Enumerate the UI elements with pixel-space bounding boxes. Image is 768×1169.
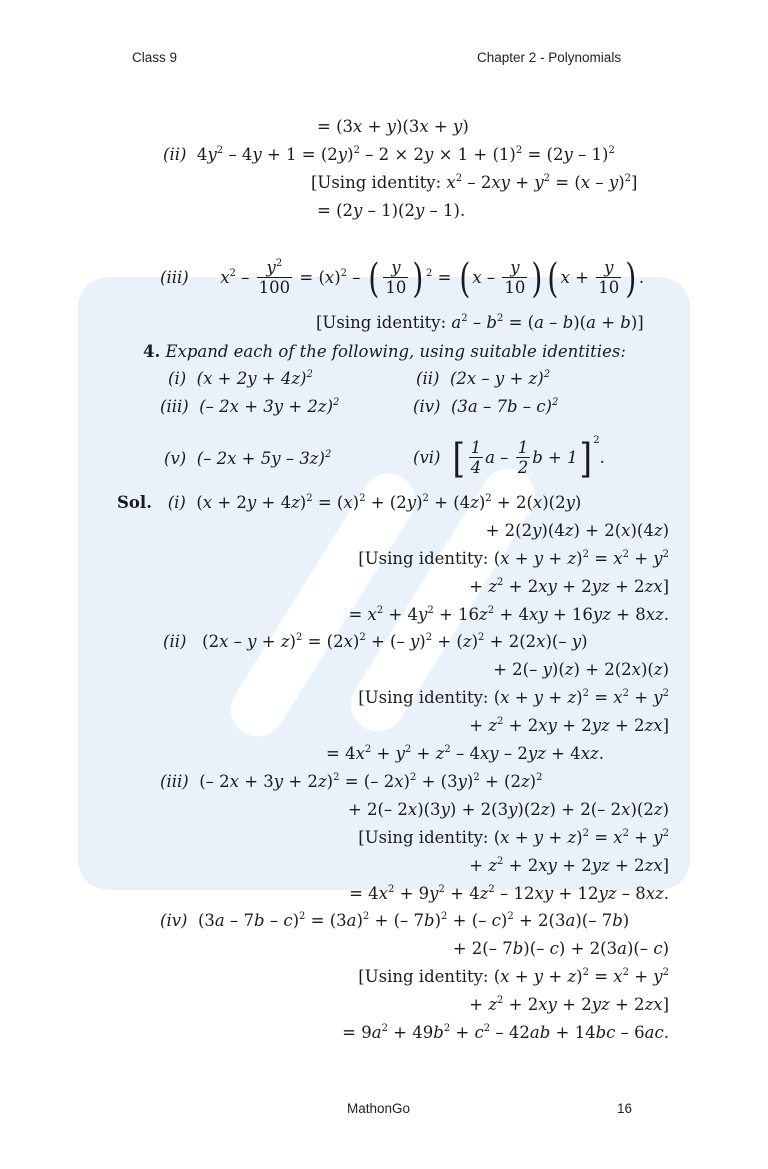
q4-part-iv: (iv) (3a – 7b – c)$^2$ xyxy=(413,397,559,416)
q4-part-i: (i) $(x + 2y + 4z)^2$ xyxy=(168,369,313,388)
page-header-right: Chapter 2 - Polynomials xyxy=(477,50,622,65)
sol-ii-identity-2: + $z^2 + 2xy + 2yz + 2zx$] xyxy=(469,716,669,735)
prev-ii-line1: (ii) $4y^2 - 4y + 1 = (2y)^2 - 2 \times 2y \times 1 + (1)^2 = (2y - 1)^2$ xyxy=(163,145,615,164)
sol-ii-result: = $4x^2 + y^2 + z^2 - 4xy - 2yz + 4xz$. xyxy=(326,744,604,763)
prev-ii-identity: [Using identity: $x^2 - 2xy + y^2 = (x - y)^2$] xyxy=(311,173,638,192)
question-4-prompt: 4. Expand each of the following, using suitable identities: xyxy=(143,342,626,361)
prev-ii-result: = (2y – 1)(2y – 1). xyxy=(317,201,466,220)
sol-i-result: = $x^2 + 4y^2 + 16z^2 + 4xy + 16yz + 8xz$. xyxy=(348,605,669,624)
sol-ii-line1: (ii) $(2x - y + z)^2 = (2x)^2$ + (– $y)^2 + (z)^2 + 2(2x)(-$ y) xyxy=(163,632,588,651)
page-header-left: Class 9 xyxy=(132,50,178,65)
sol-i-line2: + 2(2y)(4z) + 2(x)(4z) xyxy=(485,521,669,540)
sol-iv-identity-2: + $z^2 + 2xy + 2yz + 2zx$] xyxy=(469,995,669,1014)
q4-part-ii: (ii) $(2x - y + z)^2$ xyxy=(416,369,551,388)
sol-iii-identity-1: [Using identity: $(x + y + z)^2 = x^2 + y^2$ xyxy=(358,828,669,847)
sol-iii-identity-2: + $z^2 + 2xy + 2yz + 2zx$] xyxy=(469,856,669,875)
q4-part-iii: (iii) (– 2x + 3y + 2z)$^2$ xyxy=(160,397,340,416)
page-number: 16 xyxy=(617,1101,633,1116)
sol-iv-identity-1: [Using identity: $(x + y + z)^2 = x^2 + y^2$ xyxy=(358,967,669,986)
prev-line-top: = (3x + y)(3x + y) xyxy=(317,117,469,136)
sol-ii-line2: + 2(– y)(z) + 2(2x)(z) xyxy=(493,660,669,679)
prev-iii-identity: [Using identity: $a^2 - b^2 = (a - b)(a + b)$] xyxy=(316,313,644,332)
sol-i-line1: Sol. (i) $(x + 2y + 4z)^2 = (x)^2 + (2y)^2 + (4z)^2 + 2(x)(2y)$ xyxy=(117,493,582,512)
sol-iv-result: = $9a^2 + 49b^2 + c^2 - 42ab + 14bc - 6ac$. xyxy=(342,1023,669,1042)
sol-iii-result: = $4x^2 + 9y^2 + 4z^2 - 12xy + 12yz - 8xz$. xyxy=(349,884,669,903)
q4-part-vi: (vi) [ $\frac{1}{4}$ a – $\frac{1}{2}$ b + 1] $^2$. xyxy=(413,435,605,482)
sol-iv-line2: + 2(– 7b)(– c) + 2(3a)(– c) xyxy=(452,939,669,958)
sol-iii-line1: (iii) (– 2x + 3y + 2z)$^2$ = (– $2x)^2 + (3y)^2 + (2z)^2$ xyxy=(160,772,543,791)
sol-i-identity-2: + $z^2 + 2xy + 2yz + 2zx$] xyxy=(469,577,669,596)
sol-ii-identity-1: [Using identity: $(x + y + z)^2 = x^2 + y^2$ xyxy=(358,688,669,707)
q4-part-v: (v) (– 2x + 5y – 3z)$^2$ xyxy=(164,449,332,468)
sol-iii-line2: + 2(– 2x)(3y) + 2(3y)(2z) + 2(– 2x)(2z) xyxy=(347,800,669,819)
prev-iii-expr: (iii) $x^2$ – $\frac{y^2}{100}$ = $(x)^2$ – ( $\frac{y}{10}$ ) $^2$ = ( x – $\frac{y}{10}$ ) ( x + $\frac{y}{10}$ ) . xyxy=(160,255,645,302)
page-footer-brand: MathonGo xyxy=(347,1101,411,1116)
sol-i-identity-1: [Using identity: $(x + y + z)^2 = x^2 + y^2$ xyxy=(358,549,669,568)
sol-iv-line1: (iv) $(3a - 7b - c)^2 = (3a)^2$ + (– 7b)$^2$ + (– c)$^2$ + 2(3a)(– 7b) xyxy=(160,911,630,930)
